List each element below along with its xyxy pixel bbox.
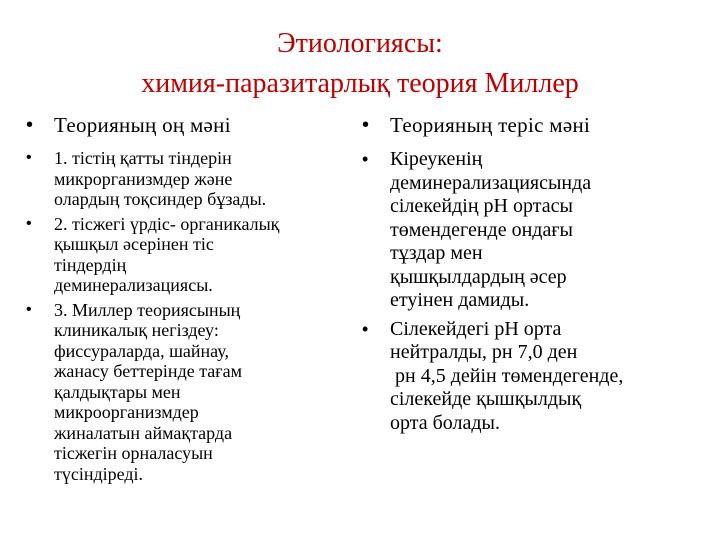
bullet-icon: • — [26, 300, 32, 318]
bullet-icon: • — [26, 114, 34, 136]
right-item-1 — [362, 148, 712, 313]
text-line: клиникалық негіздеу: — [54, 320, 219, 340]
text-line: фиссураларда, шайнау, — [54, 340, 229, 361]
bullet-icon: • — [362, 114, 370, 136]
text-line: 3. Миллер теориясының — [54, 299, 241, 320]
text-line: сілекейде қышқылдық — [390, 388, 582, 410]
text-line: тұздар мен — [390, 242, 483, 264]
text-line: тісжегін орналасуын — [54, 443, 213, 463]
text-line: Сілекейдегі рН орта — [390, 317, 562, 340]
text-line: микрорганизмдер және — [54, 168, 233, 189]
text-line: қышқылдардың әсер — [390, 265, 567, 288]
right-heading-text: Теорияның теріс мәні — [390, 113, 591, 137]
bullet-icon: • — [26, 149, 32, 166]
text-line: жиналатын аймақтарда — [54, 422, 233, 443]
text-line: орта болады. — [390, 411, 500, 434]
bullet-icon: • — [362, 149, 369, 169]
text-line: қышқыл әсерінен тіс — [54, 234, 214, 254]
left-item-2 — [26, 214, 358, 296]
bullet-icon: • — [362, 318, 369, 339]
text-line: 1. тістің қатты тіндерін — [54, 148, 232, 168]
text-line: деминерализациясында — [390, 171, 592, 194]
bullet-icon: • — [26, 214, 32, 232]
text-line: жанасу беттерінде тағам — [54, 361, 243, 381]
text-line: олардың тоқсиндер бұзады. — [54, 189, 267, 209]
text-line: рн 4,5 дейін төмендегенде, — [390, 364, 624, 387]
text-line: сілекейдің рН ортасы — [390, 195, 573, 217]
text-line: қалдықтары мен — [54, 381, 181, 402]
text-line: микроорганизмдер — [54, 402, 199, 422]
text-line: 2. тісжегі үрдіс- органикалық — [54, 213, 280, 234]
left-item-1 — [26, 148, 358, 210]
slide-title — [0, 24, 720, 104]
text-line: деминерализациясы. — [54, 275, 213, 295]
text-line: тіндердің — [54, 254, 127, 275]
text-line: етуінен дамиды. — [390, 289, 530, 311]
left-heading — [26, 112, 358, 138]
right-item-2 — [362, 318, 712, 436]
text-line: Кіреукенің — [390, 148, 483, 170]
right-heading — [362, 112, 712, 138]
left-column — [26, 112, 358, 488]
title-line-2: химия-паразитарлық теория Миллер — [141, 68, 579, 99]
text-line: түсіндіреді. — [54, 463, 144, 484]
right-column — [362, 112, 712, 440]
title-line-1: Этиологиясы: — [277, 28, 443, 59]
text-line: нейтралды, рн 7,0 ден — [390, 341, 578, 363]
left-heading-text: Теорияның оң мәні — [54, 113, 231, 137]
text-line: төмендегенде ондағы — [390, 218, 573, 241]
left-item-3 — [26, 300, 358, 485]
